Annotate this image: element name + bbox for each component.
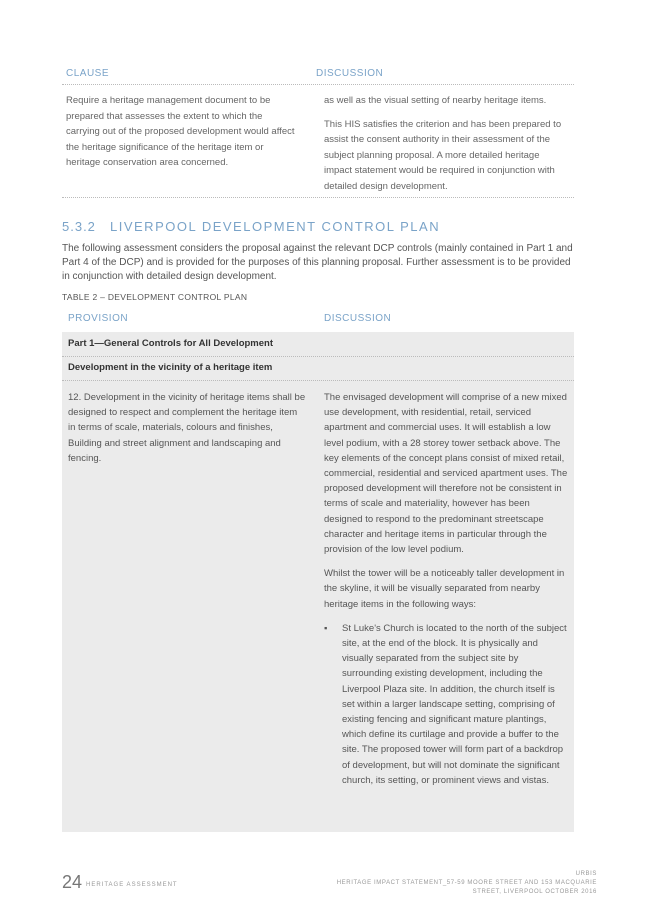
discussion-paragraph: This HIS satisfies the criterion and has been prepared to assist the consent authority in their assessment of the subject planning proposal. A more detailed heritage impact statement would be required in conjunction with detailed design development. [324, 118, 562, 192]
provision-text: 12. Development in the vicinity of heritage items shall be designed to respect and complement the heritage item in terms of scale, materials, colours and finishes, Building and street alignment and landscaping and fencing. [68, 392, 306, 464]
provision-column-header: PROVISION [68, 313, 129, 324]
section-intro [62, 242, 574, 284]
table-caption: TABLE 2 – DEVELOPMENT CONTROL PLAN [62, 292, 248, 302]
list-item [324, 621, 568, 788]
section-title: LIVERPOOL DEVELOPMENT CONTROL PLAN [110, 219, 441, 234]
discussion-column-header: DISCUSSION [316, 68, 384, 79]
clause-table [62, 62, 574, 198]
part-title: Part 1—General Controls for All Development [68, 338, 273, 349]
clause-column-header: CLAUSE [66, 68, 110, 79]
intro-paragraph: The following assessment considers the proposal against the relevant DCP controls (mainly contained in Part 1 and Part 4 of the DCP) and is provided for the purposes of this planning proposal. Further assessment is to be provided in conjunction with detailed design development. [62, 243, 573, 282]
discussion-paragraph: The envisaged development will comprise of a new mixed use development, with residential, retail, serviced apartment and commercial uses. It will establish a low level podium, with a 28 storey tower setback above. The key elements of the concept plans consist of mixed retail, commercial, residential and serviced apartment uses. The proposed development will therefore not be consistent in terms of scale and materiality, however has been designed to respond to the predominant streetscape character and heritage items in particular through the provision of the low level podium. [324, 392, 568, 556]
discussion-text [324, 390, 568, 788]
bullet-icon: ▪ [324, 622, 328, 634]
footer-line: HERITAGE IMPACT STATEMENT_57-59 MOORE STREET AND 153 MACQUARIE [336, 880, 597, 886]
sub-title: Development in the vicinity of a heritage item [68, 362, 273, 373]
discussion-paragraph: as well as the visual setting of nearby heritage items. [324, 95, 547, 106]
page-number: 24 [62, 872, 83, 892]
discussion-list [324, 621, 568, 788]
clause-table-row [62, 85, 574, 198]
footer-info [297, 870, 597, 897]
discussion-paragraph: Whilst the tower will be a noticeably taller development in the skyline, it will be visually separated from nearby heritage items in the following ways: [324, 568, 565, 610]
section-number: 5.3.2 [62, 219, 96, 234]
dcp-table [62, 308, 574, 832]
discussion-column-header: DISCUSSION [324, 313, 392, 324]
subtitle-row [62, 356, 574, 381]
list-item-text: St Luke's Church is located to the north of the subject site, at the end of the block. It is physically and visually separated from the subject site by surrounding existing development, including the Liverpool Plaza site. In addition, the church itself is set within a larger landscape setting, comprising of existing fencing and significant mature plantings, which define its curtilage and provide a buffer to the site. The proposed tower will form part of a backdrop of development, but will not dominate the significant church, its setting, or prominent views and vistas. [342, 622, 567, 786]
clause-table-header [62, 62, 574, 85]
clause-text: Require a heritage management document to be prepared that assesses the extent to which the carrying out of the proposed development would affect the heritage significance of the heritage item or heritage conservation area concerned. [66, 95, 295, 168]
part-title-row [62, 332, 574, 357]
dcp-table-body [62, 332, 574, 832]
page-label: HERITAGE ASSESSMENT [86, 882, 178, 888]
discussion-text [324, 93, 570, 202]
footer-line: STREET, LIVERPOOL OCTOBER 2016 [472, 889, 597, 895]
dcp-table-header [62, 308, 574, 330]
footer-brand: URBIS [575, 871, 597, 877]
